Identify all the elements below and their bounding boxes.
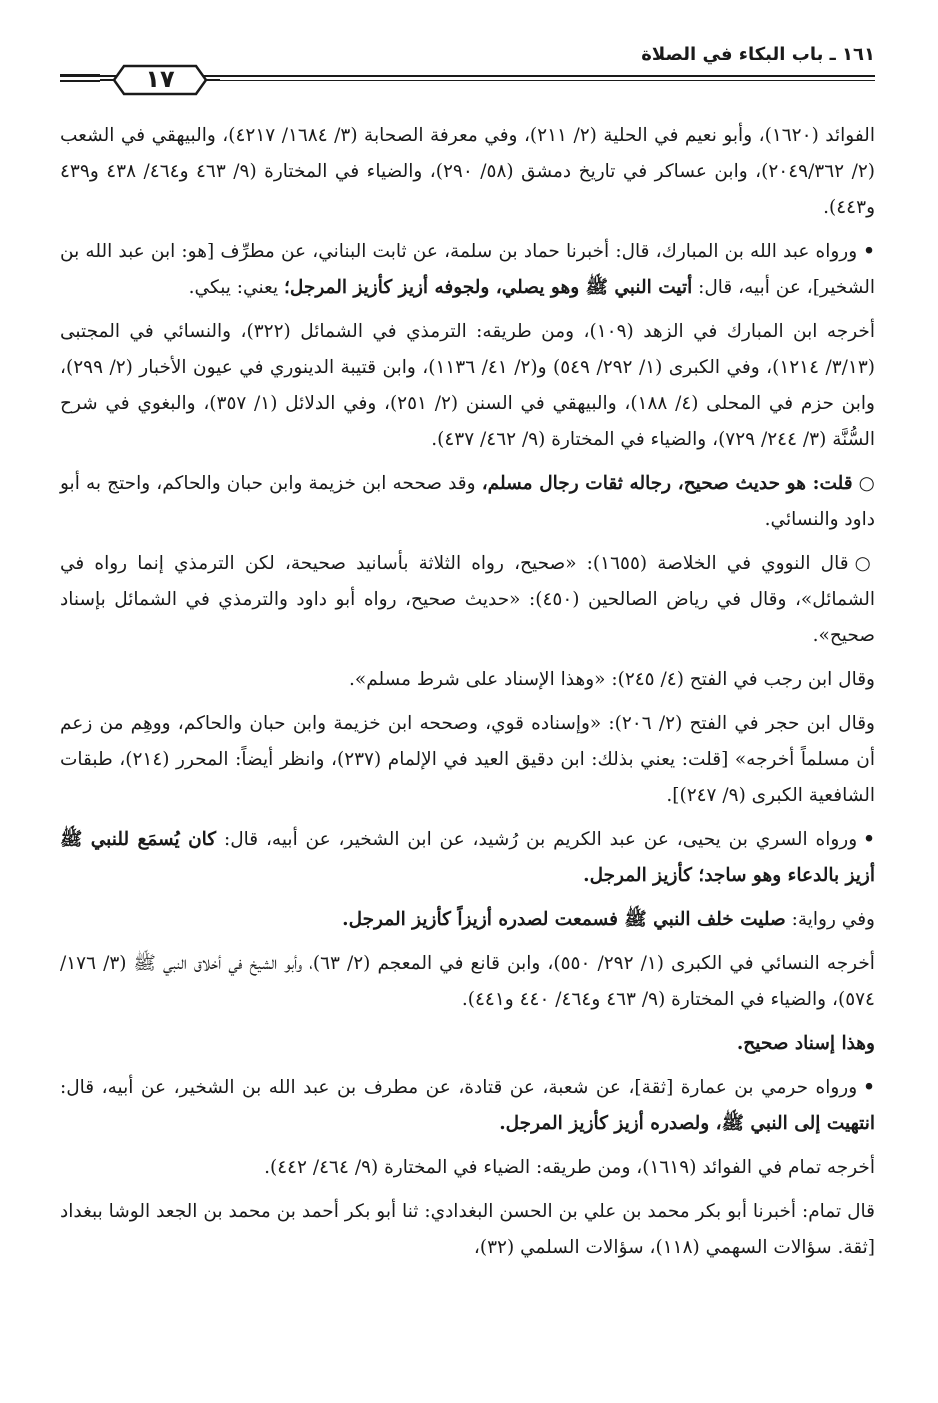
paragraph xyxy=(60,946,875,1018)
bold-text: صليت خلف النبي ﷺ فسمعت لصدره أزيزاً كأزيز المرجل. xyxy=(342,909,786,930)
paragraph-marker: • xyxy=(863,241,875,262)
running-title: ١٦١ ـ باب البكاء في الصلاة xyxy=(641,44,875,65)
text-segment: وفي رواية: xyxy=(785,909,875,930)
paragraph xyxy=(60,662,875,698)
ornament-lines xyxy=(60,74,100,84)
paragraph-marker: • xyxy=(863,1077,875,1098)
paragraph xyxy=(60,466,875,538)
bold-text: كان يُسمَع للنبي ﷺ أزيز بالدعاء وهو ساجد؛ كأزيز المرجل. xyxy=(60,829,875,886)
page-number-badge xyxy=(100,62,220,98)
paragraph xyxy=(60,546,875,654)
paragraph xyxy=(60,1026,875,1062)
bold-text: قلت: هو حديث صحيح، رجاله ثقات رجال مسلم، xyxy=(481,473,853,494)
paragraph xyxy=(60,1070,875,1142)
text-segment: أخرجه النسائي في الكبرى (١/ ٢٩٢/ ٥٥٠)، وابن قانع في المعجم (٢/ ٦٣)، وأبو الشيخ في أخلاق النبي ﷺ (٣/ ١٧٦/ ٥٧٤)، والضياء في المختارة (٩/ ٤٦٣ و٤٦٤/ ٤٤٠ و٤٤١). xyxy=(60,953,875,1010)
text-segment: الفوائد (١٦٢٠)، وأبو نعيم في الحلية (٢/ ٢١١)، وفي معرفة الصحابة (٣/ ١٦٨٤/ ٤٢١٧)، والبيهقي في الشعب (٢/ ٢٠٤٩/٣٦٢)، وابن عساكر في تاريخ دمشق (٥٨/ ٢٩٠)، والضياء في المختارة (٩/ ٤٦٣ و٤٦٤/ ٤٣٨ و٤٣٩ و٤٤٣). xyxy=(60,125,875,218)
text-segment: يعني: يبكي. xyxy=(188,277,284,298)
paragraph-marker: • xyxy=(863,829,875,850)
paragraph-marker: ○ xyxy=(854,553,875,574)
paragraph xyxy=(60,902,875,938)
paragraph-marker: ○ xyxy=(858,473,875,494)
text-segment: قال النووي في الخلاصة (١٦٥٥): «صحيح، رواه الثلاثة بأسانيد صحيحة، لكن الترمذي إنما رواه في الشمائل»، وقال في رياض الصالحين (٤٥٠): «حديث صحيح، رواه أبو داود والترمذي في الشمائل بإسناد صحيح». xyxy=(60,553,875,646)
text-segment: قال تمام: أخبرنا أبو بكر محمد بن علي بن الحسن البغدادي: ثنا أبو بكر أحمد بن محمد بن الجعد الوشا ببغداد [ثقة. سؤالات السهمي (١١٨)، سؤالات السلمي (٣٢)، xyxy=(60,1201,875,1258)
text-segment: ورواه السري بن يحيى، عن عبد الكريم بن رُشيد، عن ابن الشخير، عن أبيه، قال: xyxy=(216,829,858,850)
paragraph xyxy=(60,314,875,458)
bold-text: وهذا إسناد صحيح. xyxy=(736,1033,875,1054)
bold-text: انتهيت إلى النبي ﷺ، ولصدره أزيز كأزيز المرجل. xyxy=(499,1113,875,1134)
text-segment: أخرجه ابن المبارك في الزهد (١٠٩)، ومن طريقه: الترمذي في الشمائل (٣٢٢)، والنسائي في المجتبى (٣/١٣/ ١٢١٤)، وفي الكبرى (١/ ٢٩٢/ ٥٤٩) و(٢/ ٤١/ ١١٣٦)، وابن قتيبة الدينوري في عيون الأخبار (٢/ ٢٩٩)، وابن حزم في المحلى (٤/ ١٨٨)، والبيهقي في السنن (٢/ ٢٥١)، وفي الدلائل (١/ ٣٥٧)، والبغوي في شرح السُّنَّة (٣/ ٢٤٤/ ٧٢٩)، والضياء في المختارة (٩/ ٤٦٢/ ٤٣٧). xyxy=(60,321,876,450)
text-segment: ورواه عبد الله بن المبارك، قال: أخبرنا حماد بن سلمة، عن ثابت البناني، عن مطرِّف [هو: ابن عبد الله بن الشخير]، عن أبيه، قال: xyxy=(60,241,875,298)
bold-text: أتيت النبي ﷺ وهو يصلي، ولجوفه أزيز كأزيز المرجل؛ xyxy=(284,277,693,298)
text-segment: وقال ابن حجر في الفتح (٢/ ٢٠٦): «وإسناده قوي، وصححه ابن خزيمة وابن حبان والحاكم، ووهِم من زعم أن مسلماً أخرجه» [قلت: يعني بذلك: ابن دقيق العيد في الإلمام (٢٣٧)، وانظر أيضاً: المحرر (٢١٤)، طبقات الشافعية الكبرى (٩/ ٢٤٧)]. xyxy=(60,713,875,806)
paragraph xyxy=(60,234,875,306)
paragraph xyxy=(60,118,875,226)
paragraph xyxy=(60,706,875,814)
page-number: ١٧ xyxy=(145,65,175,93)
text-segment: وقد صححه ابن خزيمة وابن حبان والحاكم، واحتج به أبو داود والنسائي. xyxy=(60,473,875,530)
page-header xyxy=(60,42,875,112)
text-segment: وقال ابن رجب في الفتح (٤/ ٢٤٥): «وهذا الإسناد على شرط مسلم». xyxy=(349,669,875,690)
paragraph xyxy=(60,822,875,894)
page xyxy=(60,42,875,1274)
paragraph xyxy=(60,1150,875,1186)
body-text xyxy=(60,118,875,1266)
text-segment: ورواه حرمي بن عمارة [ثقة]، عن شعبة، عن قتادة، عن مطرف بن عبد الله بن الشخير، عن أبيه، قال: xyxy=(60,1077,858,1098)
paragraph xyxy=(60,1194,875,1266)
text-segment: أخرجه تمام في الفوائد (١٦١٩)، ومن طريقه: الضياء في المختارة (٩/ ٤٦٤/ ٤٤٢). xyxy=(264,1157,875,1178)
